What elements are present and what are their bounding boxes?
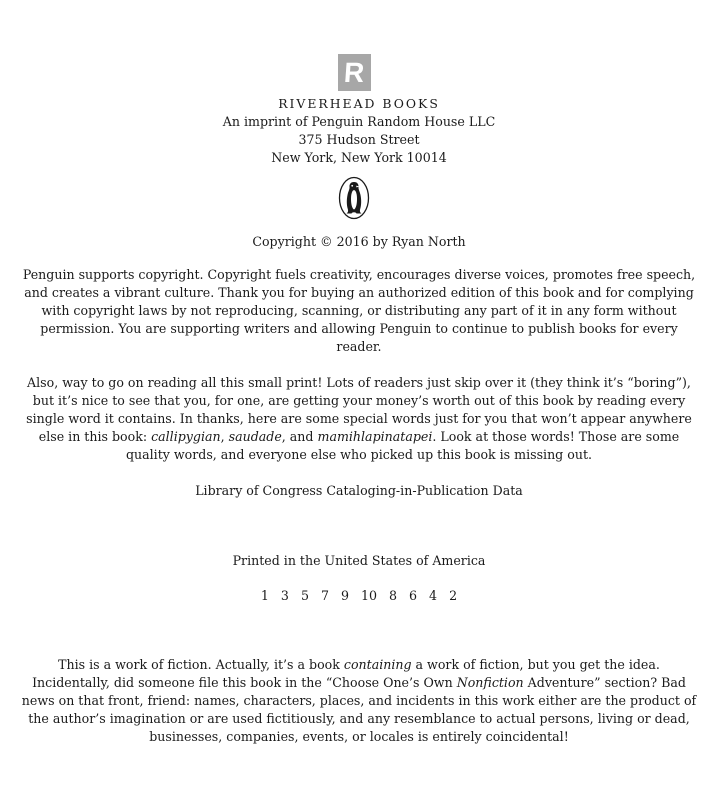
printer-key-number: 7 — [320, 588, 329, 603]
publisher-city: New York, New York 10014 — [271, 150, 447, 165]
emphasis: Nonfiction — [456, 674, 524, 690]
special-word: saudade — [228, 428, 282, 444]
statement-line: and creates a vibrant culture. Thank you for buying an authorized edition of this book and for complying — [24, 284, 694, 300]
emphasis: containing — [343, 657, 412, 672]
disclaimer-line — [18, 674, 700, 692]
printer-key-number: 5 — [300, 588, 309, 603]
penguin-copyright-statement — [18, 266, 700, 356]
printer-key-number: 6 — [409, 588, 418, 603]
printer-key-number: 9 — [340, 588, 349, 603]
small-print-text: , and — [281, 428, 318, 444]
special-word: callipygian — [151, 428, 221, 444]
disclaimer-line — [18, 656, 700, 674]
disclaimer-text: Incidentally, did someone file this book in the “Choose One’s Own — [32, 674, 457, 690]
cip-data-heading: Library of Congress Cataloging-in-Publication Data — [195, 483, 523, 498]
disclaimer-text: This is a work of fiction. Actually, it’s a book — [58, 657, 344, 672]
copyright-line: Copyright © 2016 by Ryan North — [252, 234, 466, 249]
statement-line: permission. You are supporting writers and allowing Penguin to continue to publish books for every — [40, 320, 678, 336]
small-print-text: . Look at those words! Those are some — [432, 428, 680, 444]
printer-key-number: 2 — [449, 588, 458, 603]
small-print-line — [18, 428, 700, 446]
statement-line: reader. — [336, 338, 382, 354]
printer-key-number: 1 — [260, 588, 269, 603]
penguin-icon — [338, 176, 370, 220]
printer-key — [0, 587, 718, 605]
riverhead-logo-letter: R — [343, 56, 366, 88]
disclaimer-line: businesses, companies, events, or locales is entirely coincidental! — [149, 728, 569, 744]
fiction-disclaimer — [18, 656, 700, 746]
printed-in-line: Printed in the United States of America — [232, 553, 486, 568]
small-print-text: else in this book: — [38, 428, 152, 444]
printer-key-number: 10 — [360, 588, 378, 603]
publisher-imprint: An imprint of Penguin Random House LLC — [222, 114, 496, 129]
statement-line: Penguin supports copyright. Copyright fuels creativity, encourages diverse voices, promotes free speech, — [22, 267, 696, 282]
disclaimer-text: Adventure” section? Bad — [523, 674, 686, 690]
publisher-name: RIVERHEAD BOOKS — [278, 96, 440, 111]
printer-key-number: 8 — [389, 588, 398, 603]
printer-key-number: 4 — [429, 588, 438, 603]
disclaimer-line: news on that front, friend: names, characters, places, and incidents in this work either are the product of — [21, 692, 697, 708]
special-word: mamihlapinatapei — [317, 428, 433, 444]
small-print-line: quality words, and everyone else who picked up this book is missing out. — [125, 446, 593, 462]
riverhead-logo — [338, 54, 371, 91]
small-print-line: but it’s nice to see that you, for one, are getting your money’s worth out of this book by reading every — [32, 392, 686, 408]
publisher-street: 375 Hudson Street — [298, 132, 420, 147]
disclaimer-text: a work of fiction, but you get the idea. — [411, 657, 660, 672]
disclaimer-line: the author’s imagination or are used fictitiously, and any resemblance to actual persons, living or dead, — [28, 710, 690, 726]
small-print-line: Also, way to go on reading all this small print! Lots of readers just skip over it (they think it’s “boring”), — [27, 375, 691, 390]
printer-key-number: 3 — [280, 588, 289, 603]
statement-line: with copyright laws by not reproducing, scanning, or distributing any part of it in any form without — [41, 302, 677, 318]
small-print-line: single word it contains. In thanks, here are some special words just for you that won’t appear anywhere — [26, 410, 692, 426]
small-print-paragraph — [18, 374, 700, 464]
small-print-text: , — [220, 428, 229, 444]
